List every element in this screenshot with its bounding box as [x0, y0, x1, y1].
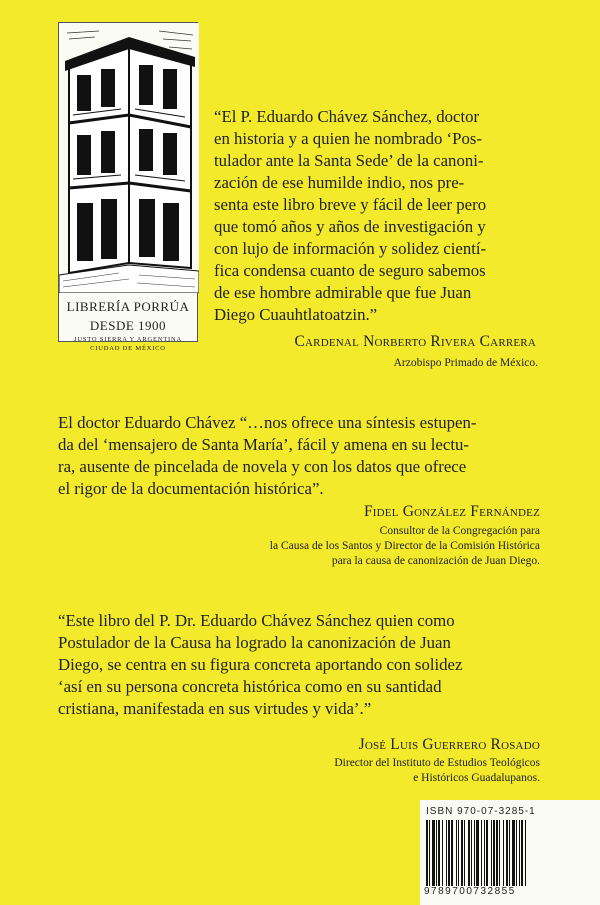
barcode-bar — [516, 820, 517, 886]
quote-line: de ese hombre admirable que fue Juan — [214, 283, 472, 302]
role-line: e Históricos Guadalupanos. — [413, 772, 540, 784]
barcode-bar — [486, 820, 488, 886]
role-line: para la causa de canonización de Juan Diego. — [331, 555, 540, 567]
role-line: Arzobispo Primado de México. — [393, 357, 538, 369]
quote-line: que tomó años y años de investigación y — [214, 217, 486, 236]
barcode-bar — [468, 820, 470, 886]
barcode-bar — [436, 820, 437, 886]
barcode-bar — [496, 820, 498, 886]
quote-3 — [58, 610, 540, 720]
logo-line-3: JUSTO SIERRA Y ARGENTINA — [74, 336, 182, 343]
quote-2-author: Fidel González Fernández — [363, 503, 540, 520]
quote-3-author: José Luis Guerrero Rosado — [358, 736, 540, 753]
barcode-bar — [525, 820, 526, 886]
quote-line: zación de ese humilde indio, nos pre- — [214, 173, 465, 192]
logo-line-2: DESDE 1900 — [89, 318, 167, 333]
quote-line: ‘así en su persona concreta histórica como en su santidad — [58, 677, 442, 696]
barcode-bar — [493, 820, 495, 886]
isbn-barcode — [420, 800, 600, 905]
quote-line: en historia y a quien he nombrado ‘Pos- — [214, 129, 482, 148]
barcode-bar — [474, 820, 475, 886]
barcode-bar — [438, 820, 440, 886]
quote-1-role — [394, 356, 538, 371]
barcode-bar — [491, 820, 492, 886]
barcode-bar — [476, 820, 479, 886]
barcode-bar — [451, 820, 453, 886]
barcode-bar — [426, 820, 428, 886]
bookstore-logo — [58, 22, 198, 352]
barcode-bar — [464, 820, 465, 886]
barcode-bar — [521, 820, 523, 886]
quote-line: “Este libro del P. Dr. Eduardo Chávez Sánchez quien como — [58, 611, 455, 630]
barcode-bar — [509, 820, 510, 886]
quote-line: ra, ausente de pincelada de novela y con los datos que ofrece — [58, 457, 467, 476]
quote-1-author: Cardenal Norberto Rivera Carrera — [294, 333, 536, 350]
barcode-bar — [471, 820, 472, 886]
barcode-bar — [429, 820, 430, 886]
role-line: Director del Instituto de Estudios Teológicos — [334, 757, 540, 769]
quote-line: “El P. Eduardo Chávez Sánchez, doctor — [214, 107, 480, 126]
quote-line: con lujo de información y solidez cientí- — [214, 239, 487, 258]
quote-line: Diego Cuauhtlatoatzin.” — [214, 305, 378, 324]
barcode-bar — [499, 820, 500, 886]
barcode-bar — [519, 820, 520, 886]
quote-line: da del ‘mensajero de Santa María’, fácil y amena en su lectu- — [58, 435, 469, 454]
quote-line: Diego, se centra en su figura concreta aportando con solidez — [58, 655, 463, 674]
barcode-bar — [461, 820, 463, 886]
quote-1 — [214, 106, 540, 326]
barcode-bar — [446, 820, 447, 886]
role-line: Consultor de la Congregación para — [379, 525, 540, 537]
quote-line: Postulador de la Causa ha logrado la canonización de Juan — [58, 633, 451, 652]
isbn-label: ISBN 970-07-3285-1 — [426, 806, 536, 817]
quote-line: cristiana, manifestada en sus virtudes y vida’.” — [58, 699, 372, 718]
quote-line: tulador ante la Santa Sede’ de la canoni- — [214, 151, 484, 170]
barcode-bar — [506, 820, 508, 886]
barcode-bar — [448, 820, 450, 886]
barcode-bar — [432, 820, 435, 886]
barcode-bar — [503, 820, 504, 886]
quote-2 — [58, 412, 538, 500]
quote-line: senta este libro breve y fácil de leer pero — [214, 195, 487, 214]
barcode-bar — [484, 820, 485, 886]
barcode-bar — [512, 820, 515, 886]
quote-line: el rigor de la documentación histórica”. — [58, 479, 324, 498]
quote-line: El doctor Eduardo Chávez “…nos ofrece una síntesis estupen- — [58, 413, 477, 432]
barcode-bar — [458, 820, 459, 886]
quote-line: fica condensa cuanto de seguro sabemos — [214, 261, 486, 280]
logo-line-1: LIBRERÍA PORRÚA — [66, 299, 190, 314]
quote-3-role — [334, 756, 540, 786]
barcode-number: 9789700732855 — [424, 886, 516, 897]
barcode-bar — [442, 820, 443, 886]
building-illustration — [59, 23, 199, 293]
barcode-bar — [481, 820, 482, 886]
quote-2-role — [270, 524, 540, 569]
role-line: la Causa de los Santos y Director de la Comisión Histórica — [269, 540, 540, 552]
barcode-bar — [456, 820, 457, 886]
logo-line-4: CIUDAD DE MÉXICO — [90, 345, 166, 352]
